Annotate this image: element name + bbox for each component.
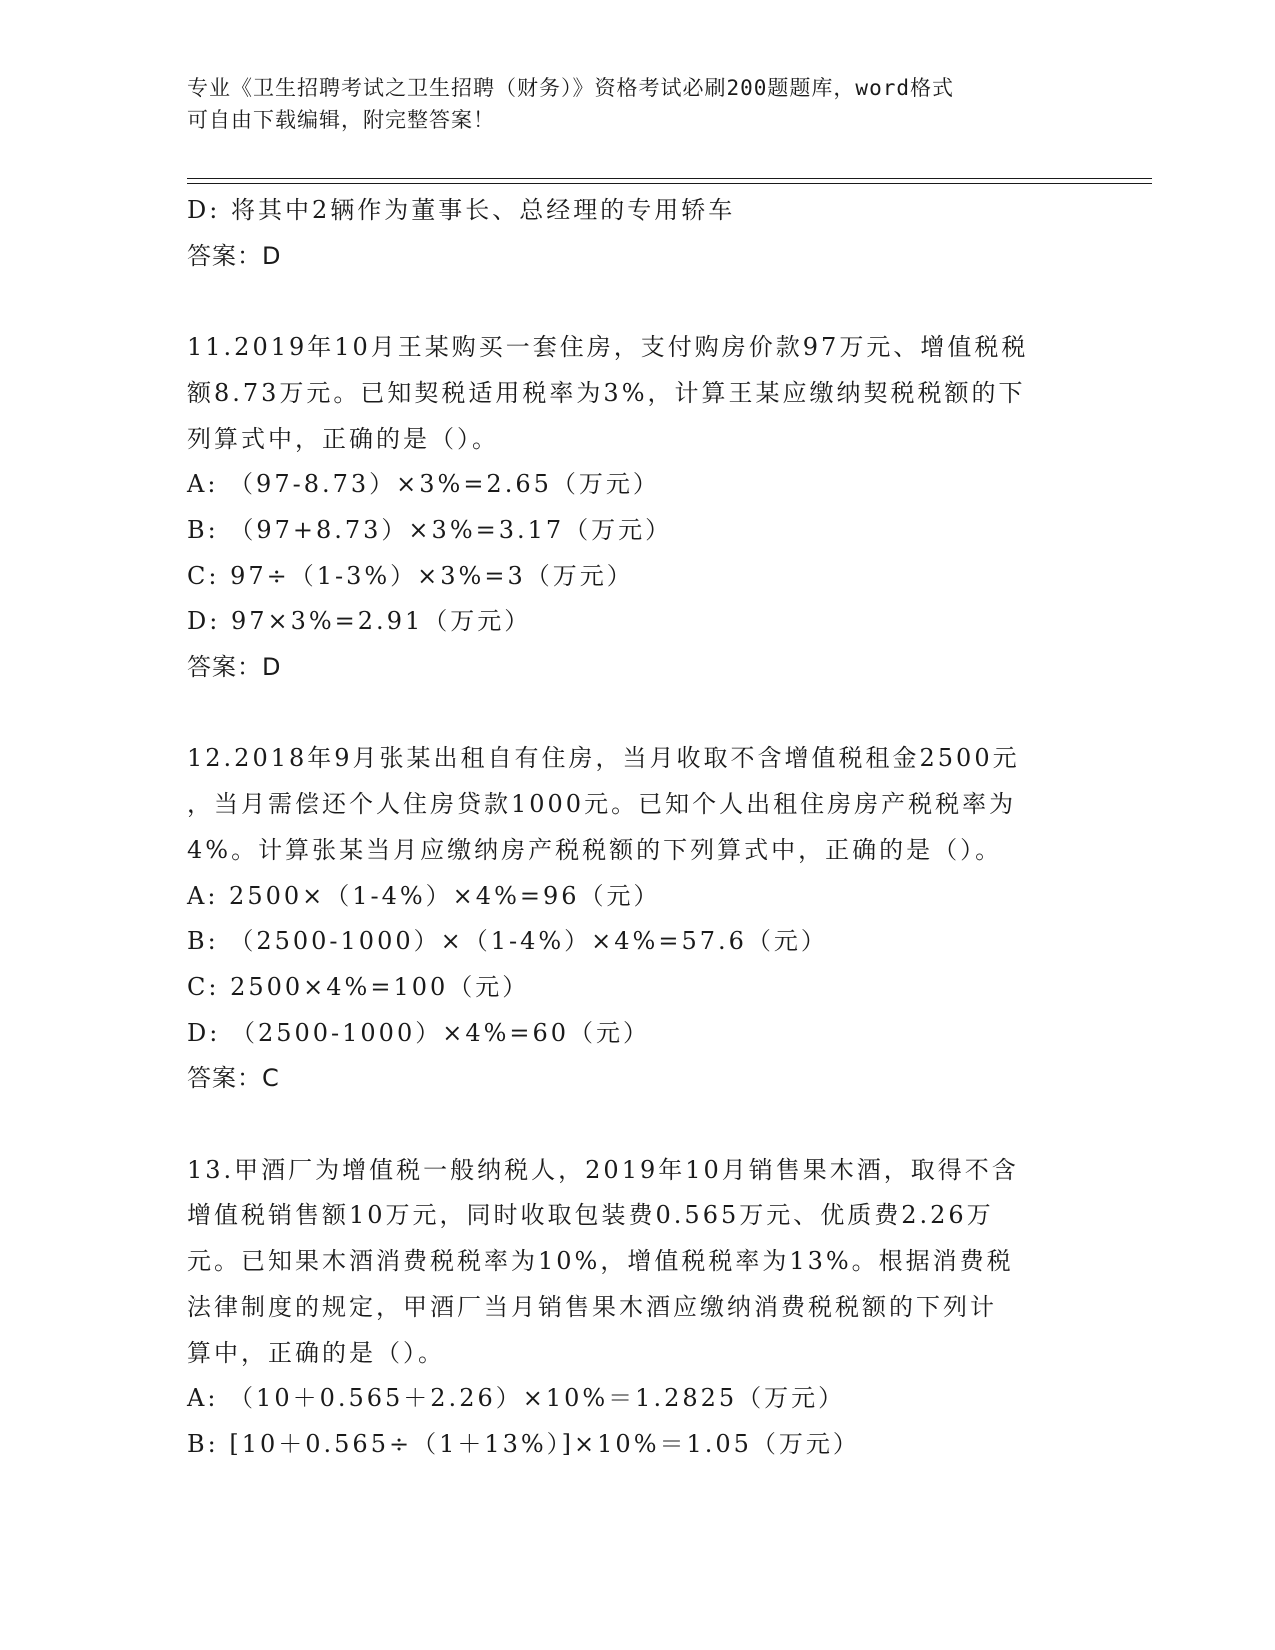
question-13 [187, 1148, 1087, 1468]
question-11 [187, 325, 1087, 691]
question-12 [187, 736, 1087, 1102]
q11-answer: 答案：D [187, 653, 282, 682]
q12-stem-line: ，当月需偿还个人住房贷款1000元。已知个人出租住房房产税税率为 [187, 790, 1017, 819]
question-10-tail [187, 188, 1087, 279]
document-body [187, 188, 1087, 1468]
q11-option-d: D: 97×3%=2.91（万元） [187, 607, 532, 636]
page-header [187, 72, 1067, 136]
q11-stem-line: 列算式中，正确的是（）。 [187, 424, 499, 453]
q10-answer: 答案：D [187, 241, 282, 270]
q12-stem-line: 4%。计算张某当月应缴纳房产税税额的下列算式中，正确的是（）。 [187, 835, 1003, 864]
header-line-2: 可自由下载编辑，附完整答案！ [187, 108, 495, 132]
q12-option-c: C: 2500×4%=100（元） [187, 972, 530, 1001]
header-line-1: 专业《卫生招聘考试之卫生招聘（财务）》资格考试必刷200题题库，word格式 [187, 76, 954, 100]
q13-stem-line: 13.甲酒厂为增值税一般纳税人，2019年10月销售果木酒，取得不含 [187, 1155, 1019, 1184]
q12-option-a: A: 2500×（1-4%）×4%=96（元） [187, 881, 661, 910]
q13-option-b: B: [10＋0.565÷（1＋13%）]×10%＝1.05（万元） [187, 1429, 860, 1458]
q13-option-a: A: （10＋0.565＋2.26）×10%＝1.2825（万元） [187, 1384, 846, 1413]
q11-stem-line: 额8.73万元。已知契税适用税率为3%，计算王某应缴纳契税税额的下 [187, 378, 1026, 407]
q11-option-a: A: （97-8.73）×3%=2.65（万元） [187, 470, 660, 499]
q13-stem-line: 法律制度的规定，甲酒厂当月销售果木酒应缴纳消费税税额的下列计 [187, 1292, 997, 1321]
q13-stem-line: 元。已知果木酒消费税税率为10%，增值税税率为13%。根据消费税 [187, 1247, 1014, 1276]
header-divider-top [187, 178, 1152, 179]
q11-option-c: C: 97÷（1-3%）×3%=3（万元） [187, 561, 634, 590]
q12-answer: 答案：C [187, 1064, 280, 1093]
q11-option-b: B: （97+8.73）×3%=3.17（万元） [187, 515, 673, 544]
q12-option-d: D: （2500-1000）×4%=60（元） [187, 1018, 651, 1047]
q12-option-b: B: （2500-1000）×（1-4%）×4%=57.6（元） [187, 927, 828, 956]
q11-stem-line: 11.2019年10月王某购买一套住房，支付购房价款97万元、增值税税 [187, 333, 1029, 362]
q13-stem-line: 算中，正确的是（）。 [187, 1338, 445, 1367]
header-divider-bottom [187, 183, 1152, 184]
q13-stem-line: 增值税销售额10万元，同时收取包装费0.565万元、优质费2.26万 [187, 1201, 994, 1230]
q10-option-d: D: 将其中2辆作为董事长、总经理的专用轿车 [187, 196, 736, 224]
q12-stem-line: 12.2018年9月张某出租自有住房，当月收取不含增值税租金2500元 [187, 744, 1020, 773]
